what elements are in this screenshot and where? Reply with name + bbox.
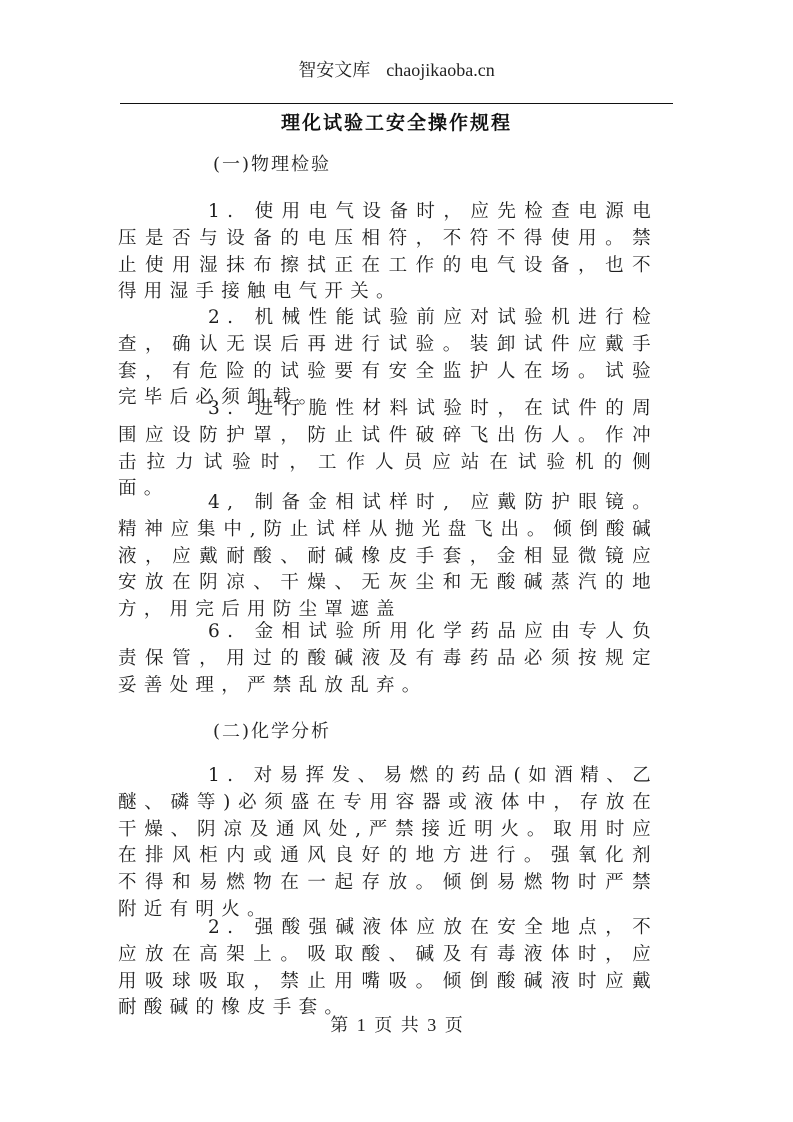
paragraph-physical-4: 4, 制备金相试样时, 应戴防护眼镜。精神应集中,防止试样从抛光盘飞出。倾倒酸碱液，应戴耐酸、耐碱橡皮手套，金相显微镜应安放在阴凉、干燥、无灰尘和无酸碱蒸汽的地方，用完后用防尘罩遮盖 — [118, 492, 658, 621]
section-heading-physical: (一)物理检验 — [213, 154, 332, 175]
paragraph-chemical-1: 1. 对易挥发、易燃的药品(如酒精、乙醚、磷等)必须盛在专用容器或液体中，存放在干燥、阴凉及通风处,严禁接近明火。取用时应在排风柜内或通风良好的地方进行。强氧化剂不得和易燃物在一起存放。倾倒易燃物时严禁附近有明火。 — [118, 765, 658, 920]
paragraph-physical-6: 6. 金相试验所用化学药品应由专人负责保管，用过的酸碱液及有毒药品必须按规定妥善处理，严禁乱放乱弃。 — [118, 621, 658, 696]
page-number: 第 1 页 共 3 页 — [330, 1015, 463, 1035]
section-heading-chemical: (二)化学分析 — [213, 721, 332, 742]
paragraph-chemical-2: 2. 强酸强碱液体应放在安全地点，不应放在高架上。吸取酸、碱及有毒液体时，应用吸球吸取，禁止用嘴吸。倾倒酸碱液时应戴耐酸碱的橡皮手套。 — [118, 917, 658, 1019]
paragraph-physical-1: 1. 使用电气设备时，应先检查电源电压是否与设备的电压相符，不符不得使用。禁止使用湿抹布擦拭正在工作的电气设备，也不得用湿手接触电气开关。 — [118, 201, 658, 303]
paragraph-physical-3: 3. 进行脆性材料试验时，在试件的周围应设防护罩，防止试件破碎飞出伤人。作冲击拉力试验时，工作人员应站在试验机的侧面。 — [118, 398, 658, 500]
site-name: 智安文库 — [298, 60, 371, 80]
site-url: chaojikaoba.cn — [386, 60, 495, 80]
document-title: 理化试验工安全操作规程 — [280, 112, 512, 134]
paragraph-physical-2: 2. 机械性能试验前应对试验机进行检查，确认无误后再进行试验。装卸试件应戴手套，有危险的试验要有安全监护人在场。试验完毕后必须卸载。 — [118, 307, 658, 409]
site-header — [0, 56, 793, 82]
header-divider — [120, 103, 673, 104]
